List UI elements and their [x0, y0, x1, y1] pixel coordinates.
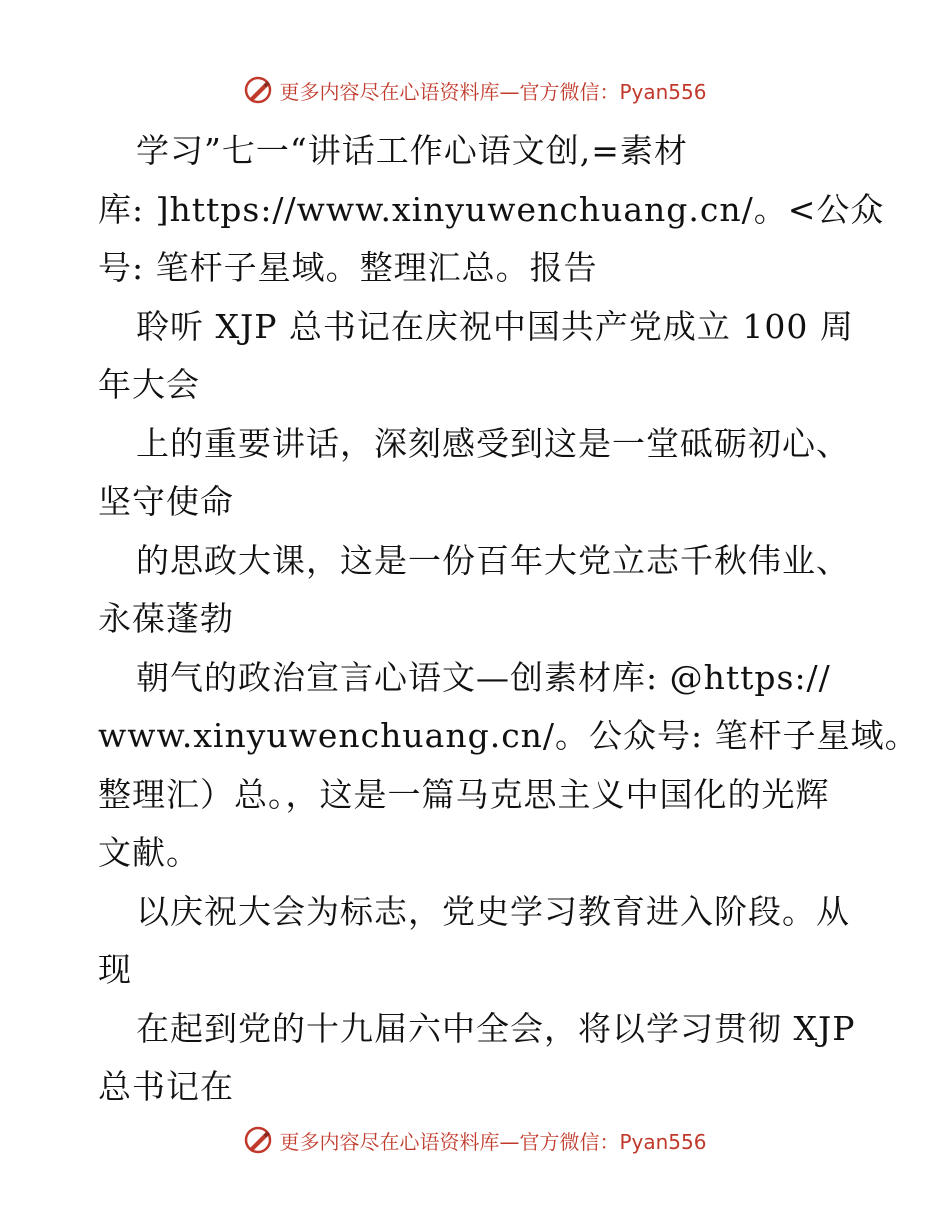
paragraph-line: 现 [98, 950, 132, 989]
header-watermark [0, 70, 950, 110]
paragraph-line: 坚守使命 [98, 482, 234, 521]
pen-logo-icon [243, 1125, 273, 1155]
paragraph-line: 年大会 [98, 365, 200, 404]
paragraph-line: 号: 笔杆子星域。整理汇总。报告 [98, 248, 598, 287]
pen-logo-icon [243, 75, 273, 105]
paragraph-line: 朝气的政治宣言心语文—创素材库: @https:// [136, 657, 831, 697]
header-watermark-text: 更多内容尽在心语资料库—官方微信：Pyan556 [279, 79, 707, 104]
paragraph-line: 以庆祝大会为标志，党史学习教育进入阶段。从 [136, 891, 850, 931]
paragraph-line: 聆听 XJP 总书记在庆祝中国共产党成立 100 周 [136, 306, 854, 346]
footer-watermark-text: 更多内容尽在心语资料库—官方微信：Pyan556 [279, 1129, 707, 1154]
paragraph-line: 上的重要讲话，深刻感受到这是一堂砥砺初心、 [136, 423, 850, 463]
paragraph-line: 永葆蓬勃 [98, 599, 234, 638]
footer-watermark [0, 1120, 950, 1160]
paragraph-line: 在起到党的十九届六中全会，将以学习贯彻 XJP [136, 1008, 856, 1048]
paragraph-line: 文献。 [98, 833, 200, 872]
paragraph-line: 学习”七一“讲话工作心语文创,=素材 [136, 131, 688, 170]
paragraph-line: 库: ]https://www.xinyuwenchuang.cn/。<公众 [98, 189, 885, 229]
paragraph-line: 的思政大课，这是一份百年大党立志千秋伟业、 [136, 540, 850, 580]
paragraph-line: www.xinyuwenchuang.cn/。公众号: 笔杆子星域。 [98, 716, 919, 755]
document-body [98, 122, 919, 1117]
paragraph-line: 整理汇）总。，这是一篇马克思主义中国化的光辉 [98, 774, 830, 814]
paragraph-line: 总书记在 [98, 1067, 234, 1106]
